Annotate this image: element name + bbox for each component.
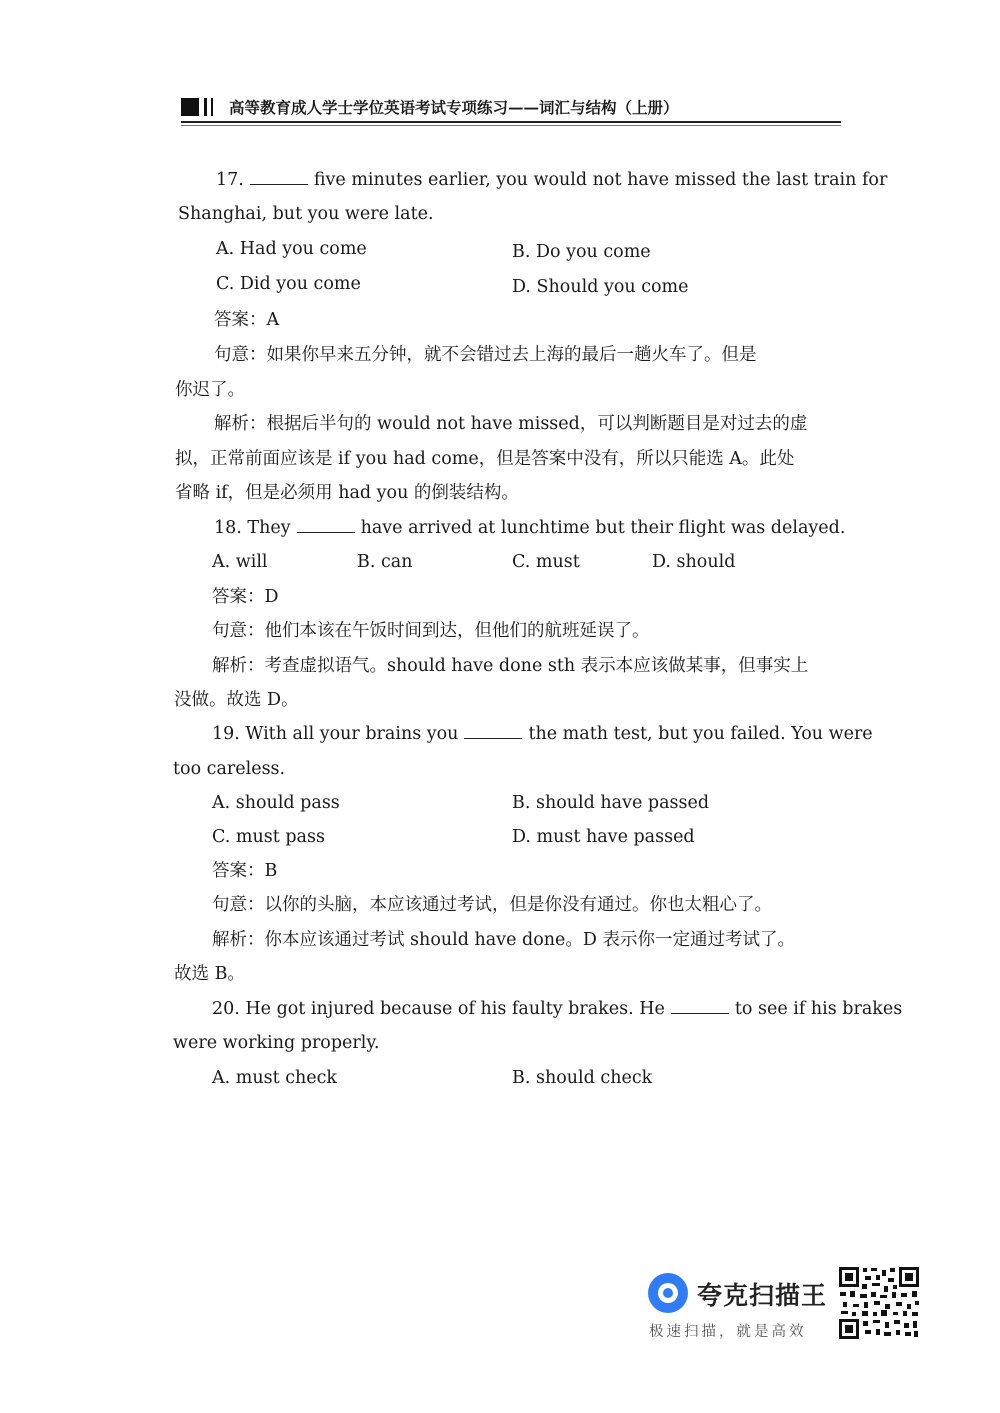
question-20-stem [212,997,902,1021]
analysis-line: 解析：你本应该通过考试 should have done。D 表示你一定通过考试了。 [212,930,795,950]
question-number: 19. With all your brains you [212,724,459,744]
scanner-logo-icon [648,1273,688,1313]
meaning-line: 句意：以你的头脑，本应该通过考试，但是你没有通过。你也太粗心了。 [212,895,772,915]
option-c: C. must pass [212,827,325,847]
option-d: D. should [652,552,736,572]
answer-blank [250,170,308,185]
analysis-line: 没做。故选 D。 [174,690,299,710]
logo-dot [663,1288,673,1298]
option-b: B. can [357,552,413,572]
question-number: 20. He got injured because of his faulty brakes. He [212,999,665,1019]
analysis-line: 解析：根据后半句的 would not have missed，可以判断题目是对过去的虚 [214,414,808,434]
stem-text: five minutes earlier, you would not have missed the last train for [313,170,888,190]
analysis-line: 故选 B。 [174,964,245,984]
header-bar [211,98,213,116]
header-title: 高等教育成人学士学位英语考试专项练习——词汇与结构（上册） [229,98,679,117]
page-header [181,94,841,122]
meaning-line: 你迟了。 [175,380,245,400]
meaning-line: 句意：他们本该在午饭时间到达，但他们的航班延误了。 [212,621,650,641]
meaning-line: 句意：如果你早来五分钟，就不会错过去上海的最后一趟火车了。但是 [214,345,757,365]
option-b: B. should check [512,1068,653,1088]
answer: 答案：D [212,587,279,607]
header-mark [181,98,199,116]
header-rule [181,121,841,123]
analysis-line: 拟，正常前面应该是 if you had come，但是答案中没有，所以只能选 A。此处 [175,449,795,469]
header-bar [204,98,207,116]
option-b: B. should have passed [512,793,710,813]
stem-text: have arrived at lunchtime but their flight was delayed. [360,518,846,538]
stem-text: the math test, but you failed. You were [528,724,873,744]
question-18-stem [214,516,845,540]
question-17-stem-cont: Shanghai, but you were late. [178,204,434,224]
option-a: A. will [212,552,268,572]
analysis-line: 省略 if，但是必须用 had you 的倒装结构。 [175,483,519,503]
option-a: A. must check [212,1068,338,1088]
option-c: C. must [512,552,580,572]
answer: 答案：A [214,310,280,330]
option-b: B. Do you come [512,242,651,262]
question-number: 18. They [214,518,291,538]
question-19-stem-cont: too careless. [173,759,286,779]
answer: 答案：B [212,861,278,881]
qr-code-icon [838,1266,920,1340]
option-a: A. should pass [212,793,340,813]
watermark-slogan: 极速扫描，就是高效 [649,1324,807,1340]
question-number: 17. [216,170,244,190]
question-20-stem-cont: were working properly. [173,1033,380,1053]
option-a: A. Had you come [216,239,367,259]
answer-blank [671,999,729,1014]
watermark-app-name: 夸克扫描王 [697,1281,828,1310]
header-rule [181,125,841,126]
analysis-line: 解析：考查虚拟语气。should have done sth 表示本应该做某事，但事实上 [212,656,809,676]
option-d: D. must have passed [512,827,695,847]
question-19-stem [212,722,873,746]
option-d: D. Should you come [512,277,689,297]
option-c: C. Did you come [216,274,361,294]
stem-text: to see if his brakes [734,999,903,1019]
answer-blank [464,724,522,739]
answer-blank [297,518,355,533]
question-17-stem [216,168,887,192]
